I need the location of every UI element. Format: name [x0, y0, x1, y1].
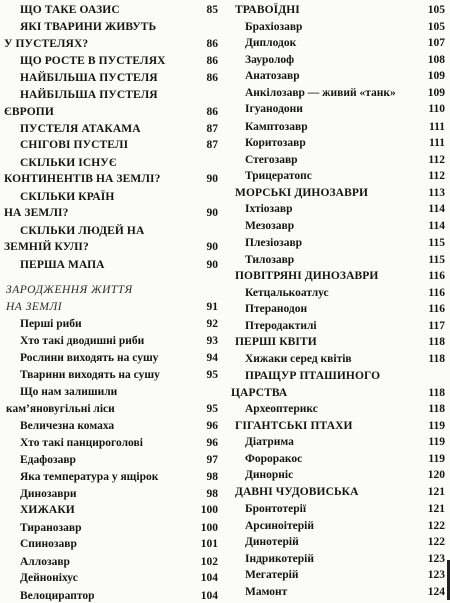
- toc-entry-title: Едафозавр: [20, 454, 76, 466]
- toc-entry-title: Птеродактилі: [245, 320, 317, 332]
- toc-entry-page-number: 100: [200, 504, 218, 516]
- toc-entry-title: Ігуанодони: [245, 103, 303, 115]
- toc-entry-title: КОНТИНЕНТІВ НА ЗЕМЛІ?: [4, 173, 161, 185]
- toc-entry-page-number: 123: [427, 553, 445, 565]
- toc-entry-title: НА ЗЕМЛІ: [6, 301, 63, 313]
- toc-entry-title: Анкілозавр — живий «танк»: [245, 87, 396, 99]
- toc-entry-title: Величезна комаха: [20, 420, 115, 432]
- toc-entry-title: ЩО ТАКЕ ОАЗИС: [20, 4, 120, 16]
- toc-entry-title: Хто такі дводишні риби: [20, 335, 145, 347]
- toc-entry-title: Хижаки серед квітів: [245, 353, 352, 365]
- toc-entry-title: ПЕРШІ КВІТИ: [235, 336, 317, 348]
- toc-entry-title: НА ЗЕМЛІ?: [4, 207, 69, 219]
- toc-entry-title: Мегатерій: [245, 569, 299, 581]
- toc-entry-page-number: 109: [427, 70, 445, 82]
- toc-entry-title: СКІЛЬКИ ЛЮДЕЙ НА: [20, 225, 145, 237]
- toc-entry-page-number: 112: [428, 170, 445, 182]
- toc-entry-page-number: 112: [428, 154, 445, 166]
- toc-entry-title: Птеранодон: [245, 303, 308, 315]
- toc-entry-page-number: 115: [428, 254, 445, 266]
- toc-entry-title: Мамонт: [245, 586, 288, 598]
- toc-entry-title: Яка температура у ящірок: [20, 471, 159, 483]
- toc-entry-title: ДАВНІ ЧУДОВИСЬКА: [235, 486, 359, 498]
- toc-entry-page-number: 105: [427, 21, 445, 33]
- toc-entry-title: Рослини виходять на сушу: [20, 352, 159, 364]
- toc-entry-title: Перші риби: [20, 318, 82, 330]
- toc-entry-page-number: 121: [427, 503, 445, 515]
- toc-entry-page-number: 101: [200, 538, 218, 550]
- toc-entry-page-number: 119: [428, 436, 445, 448]
- toc-entry-page-number: 100: [200, 522, 218, 534]
- toc-entry-title: ЗЕМНІЙ КУЛІ?: [4, 241, 89, 253]
- toc-entry-page-number: 91: [206, 301, 218, 313]
- toc-entry-page-number: 97: [206, 454, 218, 466]
- toc-entry-page-number: 108: [427, 54, 445, 66]
- toc-entry-title: Дейноніхус: [20, 572, 78, 584]
- toc-entry-page-number: 111: [429, 121, 445, 133]
- toc-entry-title: Трицератопс: [245, 170, 312, 182]
- toc-entry-title: Іхтіозавр: [245, 203, 293, 215]
- toc-entry-title: Аллозавр: [20, 556, 70, 568]
- toc-entry-page-number: 95: [206, 403, 218, 415]
- toc-entry-page-number: 98: [206, 471, 218, 483]
- toc-entry-page-number: 93: [206, 335, 218, 347]
- toc-entry-title: НАЙБІЛЬША ПУСТЕЛЯ: [20, 72, 158, 84]
- toc-entry-page-number: 107: [427, 37, 445, 49]
- toc-entry-page-number: 123: [427, 569, 445, 581]
- toc-entry-title: СКІЛЬКИ ІСНУЄ: [20, 157, 117, 169]
- toc-entry-page-number: 87: [206, 139, 218, 151]
- toc-entry-page-number: 114: [428, 220, 445, 232]
- toc-entry-page-number: 122: [427, 520, 445, 532]
- toc-entry-title: МОРСЬКІ ДИНОЗАВРИ: [235, 187, 369, 199]
- toc-entry-title: СНІГОВІ ПУСТЕЛІ: [20, 139, 129, 151]
- toc-entry-page-number: 96: [206, 420, 218, 432]
- toc-entry-title: Велоцираптор: [20, 590, 95, 602]
- toc-entry-page-number: 116: [428, 270, 445, 282]
- toc-entry-title: Діатрима: [245, 436, 294, 448]
- toc-entry-title: ПЕРША МАПА: [20, 259, 105, 271]
- toc-entry-title: кам’яновугільні ліси: [6, 403, 115, 415]
- toc-entry-page-number: 86: [206, 38, 218, 50]
- toc-entry-page-number: 120: [427, 469, 445, 481]
- toc-entry-page-number: 115: [428, 237, 445, 249]
- toc-entry-title: Спинозавр: [20, 538, 77, 550]
- toc-entry-title: Анатозавр: [245, 70, 300, 82]
- toc-entry-page-number: 95: [206, 369, 218, 381]
- toc-entry-page-number: 110: [428, 103, 445, 115]
- toc-entry-page-number: 118: [428, 353, 445, 365]
- toc-entry-title: ЯКІ ТВАРИНИ ЖИВУТЬ: [20, 21, 157, 33]
- toc-entry-title: Мезозавр: [245, 220, 295, 232]
- toc-entry-page-number: 90: [206, 207, 218, 219]
- toc-entry-title: СКІЛЬКИ КРАЇН: [20, 191, 115, 203]
- toc-entry-title: Археоптерикс: [245, 403, 318, 415]
- toc-entry-page-number: 102: [200, 556, 218, 568]
- toc-entry-title: ЄВРОПИ: [4, 106, 54, 118]
- toc-entry-page-number: 124: [427, 586, 445, 598]
- toc-entry-title: Динотерій: [245, 536, 299, 548]
- toc-entry-title: Тиранозавр: [20, 522, 82, 534]
- toc-entry-page-number: 116: [428, 303, 445, 315]
- toc-entry-title: Хто такі панцироголові: [20, 437, 143, 449]
- toc-entry-title: ЩО РОСТЕ В ПУСТЕЛЯХ: [20, 55, 166, 67]
- toc-entry-page-number: 86: [206, 55, 218, 67]
- toc-entry-page-number: 118: [428, 387, 445, 399]
- toc-entry-title: ЗАРОДЖЕННЯ ЖИТТЯ: [6, 284, 133, 296]
- toc-entry-title: Тилозавр: [245, 254, 295, 266]
- toc-entry-page-number: 94: [206, 352, 218, 364]
- toc-entry-title: Що нам залишили: [20, 386, 118, 398]
- toc-entry-title: НАЙБІЛЬША ПУСТЕЛЯ: [20, 89, 158, 101]
- toc-entry-page-number: 111: [429, 137, 445, 149]
- toc-entry-title: Камптозавр: [245, 121, 308, 133]
- toc-entry-page-number: 86: [206, 106, 218, 118]
- toc-entry-title: Коритозавр: [245, 137, 306, 149]
- toc-entry-page-number: 119: [428, 420, 445, 432]
- toc-entry-page-number: 119: [428, 453, 445, 465]
- toc-entry-title: Стегозавр: [245, 154, 298, 166]
- toc-entry-page-number: 121: [427, 486, 445, 498]
- toc-entry-page-number: 105: [427, 4, 445, 16]
- toc-entry-page-number: 98: [206, 488, 218, 500]
- toc-entry-title: ПОВІТРЯНІ ДИНОЗАВРИ: [235, 270, 379, 282]
- toc-entry-page-number: 86: [206, 72, 218, 84]
- toc-entry-title: Фороракос: [245, 453, 303, 465]
- toc-entry-page-number: 117: [428, 320, 445, 332]
- toc-entry-title: Індрикотерій: [245, 553, 314, 565]
- toc-entry-page-number: 109: [427, 87, 445, 99]
- toc-entry-page-number: 118: [428, 403, 445, 415]
- toc-entry-page-number: 87: [206, 123, 218, 135]
- toc-entry-page-number: 114: [428, 203, 445, 215]
- toc-entry-page-number: 113: [428, 187, 445, 199]
- toc-entry-page-number: 85: [206, 4, 218, 16]
- toc-entry-title: Зауролоф: [245, 54, 295, 66]
- toc-entry-title: Диплодок: [245, 37, 297, 49]
- toc-entry-page-number: 118: [428, 336, 445, 348]
- toc-entry-title: ЦАРСТВА: [231, 387, 288, 399]
- toc-entry-title: Кетцалькоатлус: [245, 287, 329, 299]
- toc-entry-page-number: 122: [427, 536, 445, 548]
- toc-entry-page-number: 96: [206, 437, 218, 449]
- toc-entry-title: ХИЖАКИ: [20, 504, 75, 516]
- toc-entry-page-number: 90: [206, 173, 218, 185]
- toc-entry-title: ПРАЩУР ПТАШИНОГО: [245, 370, 381, 382]
- toc-entry-title: Брахіозавр: [245, 21, 303, 33]
- toc-entry-title: Плезіозавр: [245, 237, 303, 249]
- toc-entry-title: ГІГАНТСЬКІ ПТАХИ: [235, 420, 353, 432]
- toc-entry-page-number: 116: [428, 287, 445, 299]
- toc-entry-title: Бронтотерії: [245, 503, 307, 515]
- toc-entry-page-number: 104: [200, 590, 218, 602]
- toc-entry-title: Динозаври: [20, 488, 77, 500]
- toc-entry-page-number: 90: [206, 259, 218, 271]
- toc-entry-title: Динорніс: [245, 469, 294, 481]
- toc-entry-page-number: 92: [206, 318, 218, 330]
- toc-entry-title: ТРАВОЇДНІ: [235, 4, 300, 16]
- toc-entry-title: ПУСТЕЛЯ АТАКАМА: [20, 123, 141, 135]
- toc-entry-page-number: 90: [206, 241, 218, 253]
- toc-entry-title: Арсиноітерій: [245, 520, 314, 532]
- toc-entry-title: Тварини виходять на сушу: [20, 369, 160, 381]
- toc-entry-title: У ПУСТЕЛЯХ?: [4, 38, 89, 50]
- toc-entry-page-number: 104: [200, 572, 218, 584]
